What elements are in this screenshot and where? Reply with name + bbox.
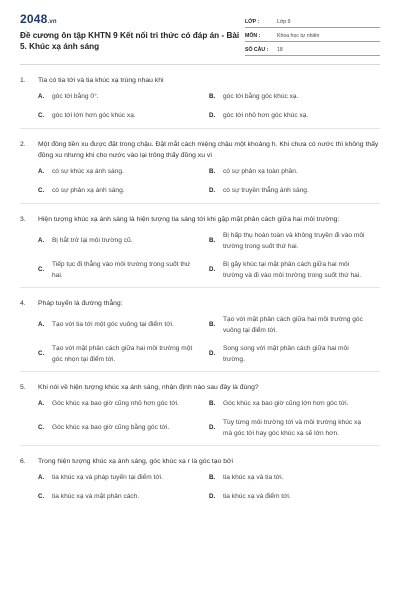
option-d[interactable] — [209, 418, 380, 439]
option-text: góc tới bằng 0°. — [52, 93, 99, 101]
option-letter: D. — [209, 112, 216, 120]
option-text: có sự khúc xạ ánh sáng. — [52, 168, 124, 176]
option-letter: C. — [38, 266, 45, 274]
option-list — [20, 167, 380, 197]
option-b[interactable] — [209, 473, 380, 484]
question-list — [20, 65, 380, 509]
option-text: Góc khúc xạ bao giờ cũng lớn hơn góc tới. — [223, 400, 349, 408]
question-5 — [20, 372, 380, 446]
question-number: 6. — [20, 458, 26, 465]
option-text: tia khúc xạ và mặt phân cách. — [52, 493, 140, 501]
meta-key: SỐ CÂU : — [245, 47, 269, 53]
brand-logo[interactable] — [20, 12, 245, 26]
option-c[interactable] — [38, 186, 209, 197]
option-text: góc tới lớn hơn góc khúc xạ. — [52, 112, 136, 120]
option-letter: A. — [38, 93, 45, 101]
option-text: có sự phản xạ ánh sáng. — [52, 187, 125, 195]
meta-row-count — [245, 42, 380, 56]
option-letter: D. — [209, 266, 216, 274]
question-1 — [20, 65, 380, 129]
option-text: Song song với mặt phân cách giữa hai môi trường. — [223, 345, 349, 363]
option-c[interactable] — [38, 260, 209, 281]
option-text: có sự truyền thẳng ánh sáng. — [223, 187, 309, 195]
option-text: Tạo với mặt phân cách giữa hai môi trường một góc nhọn tại điểm tới. — [52, 345, 193, 363]
option-text: Bị hắt trở lại môi trường cũ. — [52, 237, 133, 245]
option-letter: A. — [38, 168, 45, 176]
question-number: 4. — [20, 300, 26, 307]
option-letter: B. — [209, 237, 216, 245]
option-letter: A. — [38, 400, 45, 408]
question-stem — [20, 382, 380, 393]
meta-key: LỚP : — [245, 19, 260, 25]
meta-value: Lớp 9 — [277, 19, 291, 25]
option-text: Góc khúc xạ bao giờ cũng nhỏ hơn góc tới. — [52, 400, 179, 408]
option-a[interactable] — [38, 167, 209, 178]
option-list — [20, 399, 380, 439]
option-letter: C. — [38, 350, 45, 358]
option-d[interactable] — [209, 260, 380, 281]
option-letter: B. — [209, 400, 216, 408]
option-list — [20, 92, 380, 122]
question-text: Khi nói về hiện tượng khúc xạ ánh sáng, nhận định nào sau đây là đúng? — [38, 384, 259, 391]
option-list — [20, 473, 380, 503]
option-d[interactable] — [209, 186, 380, 197]
brand-name: 2048 — [20, 12, 48, 26]
option-text: Tùy từng môi trường tới và môi trường khúc xạ mà góc tới hay góc khúc xạ sẽ lớn hơn. — [223, 419, 361, 437]
option-text: góc tới bằng góc khúc xạ. — [223, 93, 299, 101]
option-letter: B. — [209, 474, 216, 482]
option-text: tia khúc xạ và pháp tuyến tại điểm tới. — [52, 474, 163, 482]
option-b[interactable] — [209, 92, 380, 103]
option-a[interactable] — [38, 473, 209, 484]
option-text: Bị hấp thụ hoàn toàn và không truyền đi vào môi trường trong suốt thứ hai. — [223, 232, 365, 250]
option-letter: C. — [38, 424, 45, 432]
meta-row-class — [245, 14, 380, 28]
question-text: Một đồng tiền xu được đặt trong chậu. Đặt mắt cách miệng chậu một khoảng h. Khi chưa có nước thì không thấy đồng xu nhưng khi cho nước vào lại trông thấy đồng xu vì — [38, 141, 379, 159]
header — [20, 12, 380, 56]
meta-value: 18 — [277, 47, 283, 53]
option-letter: B. — [209, 93, 216, 101]
question-stem — [20, 456, 380, 467]
question-3 — [20, 204, 380, 288]
option-b[interactable] — [209, 231, 380, 252]
option-b[interactable] — [209, 315, 380, 336]
question-number: 5. — [20, 384, 26, 391]
option-c[interactable] — [38, 418, 209, 439]
option-c[interactable] — [38, 111, 209, 122]
option-text: tia khúc xạ và điểm tới. — [223, 493, 291, 501]
option-b[interactable] — [209, 399, 380, 410]
question-4 — [20, 288, 380, 372]
option-text: Tạo với tia tới một góc vuông tại điểm tới. — [52, 321, 174, 329]
option-text: có sự phản xạ toàn phần. — [223, 168, 298, 176]
option-d[interactable] — [209, 111, 380, 122]
question-number: 3. — [20, 216, 26, 223]
meta-key: MÔN : — [245, 33, 261, 39]
option-d[interactable] — [209, 492, 380, 503]
option-text: góc tới nhỏ hơn góc khúc xạ. — [223, 112, 309, 120]
option-c[interactable] — [38, 492, 209, 503]
option-letter: C. — [38, 493, 45, 501]
option-letter: A. — [38, 237, 45, 245]
option-d[interactable] — [209, 344, 380, 365]
question-stem — [20, 75, 380, 86]
option-text: Góc khúc xạ bao giờ cũng bằng góc tới. — [52, 424, 170, 432]
option-list — [20, 315, 380, 365]
brand-suffix: .vn — [47, 19, 57, 25]
option-letter: D. — [209, 424, 216, 432]
question-text: Trong hiện tượng khúc xạ ánh sáng, góc khúc xạ r là góc tạo bởi — [38, 458, 233, 465]
meta-value: Khoa học tự nhiên — [277, 33, 320, 39]
page-title: Đề cương ôn tập KHTN 9 Kết nối tri thức có đáp án - Bài 5. Khúc xạ ánh sáng — [20, 31, 240, 51]
option-a[interactable] — [38, 231, 209, 252]
question-stem — [20, 214, 380, 225]
option-text: tia khúc xạ và tia tới. — [223, 474, 284, 482]
option-letter: D. — [209, 187, 216, 195]
question-text: Tia có tia tới và tia khúc xạ trùng nhau khi — [38, 77, 164, 84]
question-stem — [20, 139, 380, 161]
option-text: Tiếp tục đi thẳng vào môi trường trong suốt thứ hai. — [52, 261, 191, 279]
option-text: Bị gãy khúc tại mặt phân cách giữa hai môi trường và đi vào môi trường trong suốt thứ hai. — [223, 261, 362, 279]
option-letter: C. — [38, 112, 45, 120]
meta-row-subject — [245, 28, 380, 42]
question-2 — [20, 129, 380, 204]
question-text: Pháp tuyến là đường thẳng: — [38, 300, 123, 307]
option-text: Tạo với mặt phân cách giữa hai môi trường góc vuông tại điểm tới. — [223, 316, 363, 334]
option-letter: B. — [209, 321, 216, 329]
option-a[interactable] — [38, 92, 209, 103]
option-letter: A. — [38, 321, 45, 329]
option-letter: D. — [209, 493, 216, 501]
question-number: 1. — [20, 77, 26, 84]
option-a[interactable] — [38, 399, 209, 410]
question-text: Hiện tượng khúc xạ ánh sáng là hiện tượng tia sáng tới khi gặp mặt phân cách giữa hai môi trường: — [38, 216, 340, 223]
option-c[interactable] — [38, 344, 209, 365]
option-letter: D. — [209, 350, 216, 358]
option-list — [20, 231, 380, 281]
option-letter: A. — [38, 474, 45, 482]
option-a[interactable] — [38, 315, 209, 336]
header-left — [20, 12, 245, 52]
option-letter: C. — [38, 187, 45, 195]
question-6 — [20, 446, 380, 509]
question-stem — [20, 298, 380, 309]
question-number: 2. — [20, 141, 26, 148]
option-letter: B. — [209, 168, 216, 176]
meta-table — [245, 14, 380, 56]
option-b[interactable] — [209, 167, 380, 178]
